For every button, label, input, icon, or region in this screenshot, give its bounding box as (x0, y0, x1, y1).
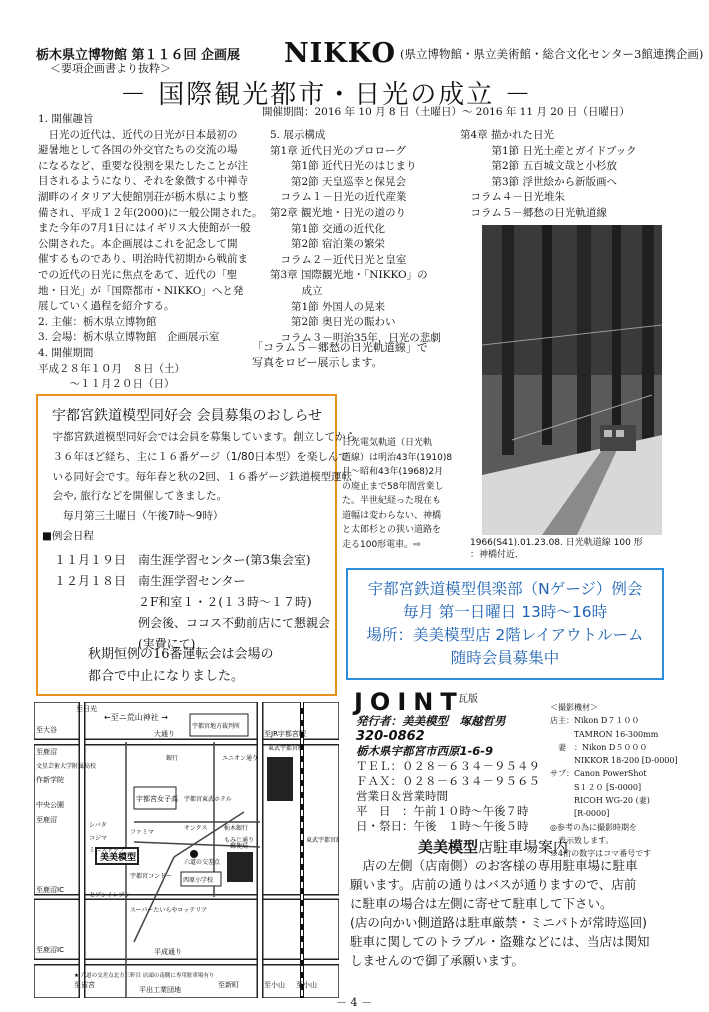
map-label: 西原小学校 (183, 877, 214, 884)
club-schedule (42, 550, 330, 655)
left-line: での近代の日光に焦点をあて、近代の「聖 (38, 268, 238, 281)
map-top-direction: ←至ニ荒山神社 → (104, 713, 168, 722)
spec-line: 妻 ：Nikon D５０００ (550, 742, 648, 752)
mid-line: 第1節 外国人の晃来 (270, 300, 386, 313)
fax-number: ＦＡＸ：０２８－６３４－９５６５ (356, 774, 540, 788)
ngauge-line: 毎月 第一日曜日 13時～16時 (402, 603, 608, 621)
mid-line: 成立 (270, 284, 323, 297)
left-line: になるなど、重要な役割を果たしたことが注 (38, 159, 248, 172)
caption-line: 1966(S41).01.23.08. 日光軌道線 100 形 (470, 538, 643, 548)
left-line: 展していく過程を紹介する。 (38, 300, 175, 313)
right-line: 第2節 五百城文哉と小杉放 (460, 160, 618, 173)
spec-line: NIKKOR 18-200 [D-0000] (550, 756, 678, 766)
right-line: コラム５－郷愁の日光軌道線 (460, 206, 607, 219)
mid-line: 第1節 交通の近代化 (270, 222, 386, 235)
club-notice-body (42, 428, 356, 547)
parking-title (418, 836, 568, 857)
club-body-line: 毎月第三土曜日（午後7時～9時） (42, 510, 224, 523)
map-label: もみじ通り (224, 837, 255, 844)
map-label: 六道の交差点 (184, 859, 221, 866)
left-column-text (38, 112, 266, 393)
left-line: 2. 主催：栃木県立博物館 (38, 315, 157, 328)
mid-line: コラム３－明治35年，日光の悲劇 (270, 331, 441, 344)
venues-note: (県立博物館・県立美術館・総合文化センター3館連携企画) (400, 47, 704, 61)
map-label: サンクス (184, 825, 208, 832)
parking-title-strong: 美美模型 (418, 838, 479, 856)
map-label: 至小山 (296, 981, 317, 989)
schedule-line: １２月１８日 南生涯学習センター (42, 574, 246, 588)
map-label: 文星芸術大学附属高校 (36, 763, 97, 770)
closing-line: 秋期恒例の16番運転会は会場の (88, 647, 274, 662)
caption-line: 月～昭和43年(1968)2月 (342, 467, 444, 477)
mid-line: 5. 展示構成 (270, 129, 326, 141)
page-number: － 4 － (336, 996, 372, 1009)
exhibition-period: 開催期間：2016 年 10 月 8 日（土曜日）～ 2016 年 11 月 20 日（日曜日） (262, 106, 630, 118)
publisher-info (356, 714, 540, 834)
parking-line: に駐車の場合は左側に寄せて駐車して下さい。 (350, 896, 613, 911)
store-location-map (34, 702, 339, 998)
map-label: 至鹿沼IC (36, 946, 64, 954)
mid-line: 第2節 天皇巡幸と保晃会 (270, 175, 407, 188)
left-line: 避暑地として各国の外交官たちの交流の場 (38, 144, 238, 157)
map-label: 至JR宇都宮駅 (264, 730, 306, 738)
schedule-line: (実費にて) (42, 637, 196, 651)
map-label: コジマ (89, 835, 108, 842)
spec-line: TAMRON 16-300mm (550, 729, 659, 739)
mid-line: 第2章 観光地・日光の道のり (270, 206, 407, 219)
caption-line: ：神橋付近． (470, 550, 525, 560)
left-line: 湖畔のイタリア大使館別荘が栃木県により整 (38, 190, 248, 203)
right-line: コラム４－日光堆朱 (460, 191, 565, 204)
spec-line: [R-0000] (550, 809, 610, 819)
club-schedule-header: ■例会日程 (42, 529, 94, 542)
schedule-line: ２F和室１・２(１３時～１７時) (42, 595, 312, 609)
mid-line: 第3章 国際観光地・「NIKKO」の (270, 269, 428, 282)
map-label: ミニストップ (89, 847, 125, 854)
photo-note-line: 「コラム５－郷愁の日光軌道線」で (252, 341, 428, 354)
map-label: 宇都宮東武ホテル (184, 796, 232, 803)
caption-line: 日光電気軌道（日光軌 (342, 438, 433, 448)
hours-title: 営業日＆営業時間 (356, 789, 448, 803)
issuer-label: 発行者： (356, 714, 402, 728)
club-body-line: 会や, 旅行などを開催してきました。 (42, 490, 228, 503)
right-line: 第4章 描かれた日光 (460, 129, 555, 141)
schedule-line: １１月１９日 南生涯学習センター(第3集会室) (42, 553, 311, 567)
ngauge-line: 随時会員募集中 (450, 649, 560, 667)
weekend-hours: 日・祭日：午後 １時～午後５時 (356, 819, 529, 833)
photo-side-caption (342, 436, 480, 552)
issuer-name: 美美模型 塚越哲男 (402, 714, 506, 728)
spec-line: 店主：Nikon D７１００ (550, 716, 640, 726)
parking-line: 駐車に関してのトラブル・盗難などには、当店は関知 (350, 934, 650, 949)
parking-line: しませんので御了承願います。 (350, 953, 525, 968)
mid-line: コラム１－日光の近代産業 (270, 191, 407, 204)
right-line: 第3節 浮世絵から新版画へ (460, 175, 618, 188)
photo-note-line: 写真をロビー展示します。 (252, 356, 383, 369)
parking-line: (店の向かい側道路は駐車厳禁・ミニパトが常時巡回) (350, 915, 648, 930)
main-heading: － 国際観光都市・日光の成立 － (120, 80, 533, 110)
right-line: 第1節 日光土産とガイドブック (460, 144, 637, 157)
nikko-tram-photo (482, 225, 662, 535)
mid-line: 第1章 近代日光のプロローグ (270, 144, 407, 157)
caption-line: 道線）は明治43年(1910)8 (342, 452, 453, 463)
left-line: 4. 開催期間 (38, 346, 94, 359)
ngauge-notice-text (346, 578, 664, 670)
club-body-line: 宇都宮鉄道模型同好会では会員を募集しています。創立してから (42, 431, 357, 443)
map-label: 至雀宮 (74, 981, 95, 989)
left-line: 平成２８年１０月 ８日（土） (38, 362, 185, 375)
club-notice-title: 宇都宮鉄道模型同好会 会員募集のおしらせ (52, 408, 323, 424)
map-label: 宇都宮コンドー (130, 873, 173, 880)
map-label: 至大谷 (36, 726, 57, 734)
map-note: ★ 六道の交差点北方三軒目 店頭の南側に専用駐車場有り (74, 973, 215, 979)
photo-display-note (252, 340, 428, 370)
spec-line: ※4桁の数字はコマ番号です (550, 849, 652, 859)
map-label: シバタ (89, 822, 107, 829)
map-label: 至新町 (218, 981, 239, 989)
map-label: 至鹿沼 (36, 748, 57, 756)
caption-line: た。半世紀経った現在も (342, 496, 442, 506)
camera-equipment-list (550, 701, 678, 861)
spec-line: ＜撮影機材＞ (550, 703, 598, 712)
spec-line: 表示致します。 (550, 835, 614, 845)
left-line: また今年の7月1日にはイギリス大使館が一般 (38, 222, 251, 235)
map-hiraide-label: 平出工業団地 (139, 986, 181, 994)
caption-line: と太郎杉との狭い道路を (342, 525, 442, 535)
map-label: 至鹿沼IC (36, 886, 64, 894)
weekday-hours: 平 日 ：午前１０時～午後７時 (356, 804, 529, 818)
map-label: ファミマ (130, 829, 154, 836)
mid-line: コラム２－近代日光と皇室 (270, 253, 407, 266)
club-body-line: ３６年ほど経ち、主に１６番ゲージ（1/80日本型）を楽しんで (42, 450, 349, 463)
map-label: ユニオン通り (222, 755, 259, 762)
map-label: 大通り (154, 730, 175, 738)
phone-number: ＴＥＬ：０２８－６３４－９５４９ (356, 759, 540, 773)
map-label: 宇都宮地方裁判所 (192, 723, 241, 730)
joint-logo: JOINT (354, 688, 464, 716)
map-label: 至小山 (264, 981, 285, 989)
map-label: 作新学院 (36, 776, 64, 784)
parking-line: 願います。店前の通りはバスが通りますので、店前 (350, 877, 637, 892)
map-store-label: 美美模型 (100, 853, 137, 863)
map-label: 平成通り (154, 948, 182, 956)
nikko-title: NIKKO (284, 38, 397, 69)
spec-line: ◎参考の為に撮影時期を (550, 822, 637, 832)
map-label: 東武宇都宮線 (306, 837, 339, 844)
map-north-label: 至日光 (76, 705, 97, 713)
ngauge-line: 宇都宮鉄道模型倶楽部（Nゲージ）例会 (367, 580, 643, 598)
left-line: 目されるようになり、それを象徴する中禅寺 (38, 175, 248, 188)
mid-line: 第2節 奥日光の賑わい (270, 316, 396, 329)
map-label: 郵便局 (230, 843, 249, 850)
club-closing-note (88, 644, 274, 688)
left-line: 3. 会場：栃木県立博物館 企画展示室 (38, 331, 220, 344)
map-label: 栃木銀行 (224, 825, 249, 832)
mid-line: 第2節 宿泊業の繁栄 (270, 238, 386, 251)
spec-line: S１２０ [S-0000] (550, 782, 642, 792)
spec-line: RICOH WG-20 (妻) (550, 796, 650, 806)
map-label: スーパーたいらやロッテリア (130, 907, 208, 914)
caption-line: 道幅は変わらない、神橋 (342, 510, 442, 521)
photo-bottom-caption (470, 537, 643, 561)
caption-line: 走る100形電車。⇨ (342, 539, 421, 550)
museum-exhibition-line: 栃木県立博物館 第１１６回 企画展 (36, 48, 241, 63)
middle-column-text (270, 128, 460, 346)
map-label: 銀行 (166, 755, 179, 762)
club-body-line: いる同好会です。毎年春と秋の2回、１６番ゲージ鉄道模型運転 (42, 470, 353, 483)
parking-body (350, 856, 690, 970)
left-line: 日光の近代は、近代の日光が日本最初の (38, 128, 238, 141)
left-line: 備され、平成１２年(2000)に一般公開された。 (38, 206, 263, 219)
left-line: 公開された。本企画展はこれを記念して開 (38, 237, 238, 250)
map-label: 至鹿沼 (36, 816, 57, 824)
parking-line: 店の左側（店南側）のお客様の専用駐車場に駐車 (350, 858, 638, 873)
map-label: 東武宇都宮駅 (268, 745, 305, 752)
left-line: ～１１月２０日（日） (38, 378, 175, 391)
excerpt-subtitle: ＜要項企画書より抜粋＞ (50, 62, 171, 75)
spec-line: サブ：Canon PowerShot (550, 769, 647, 779)
parking-title-rest: 店駐車場案内 (478, 838, 569, 856)
store-address: 栃木県宇都宮市西原1-6-9 (356, 744, 494, 758)
map-label: 中央公園 (36, 801, 64, 809)
left-line: 催するものであり、明治時代初期から戦前ま (38, 253, 248, 266)
map-label: セブンイレブン (89, 892, 131, 899)
map-label: 宇都宮女子高 (136, 795, 178, 803)
left-line: 地・日光」が「国際都市・NIKKO」へと発 (38, 284, 244, 297)
caption-line: の廃止まで58年間営業し (342, 481, 444, 492)
schedule-line: 例会後、ココス不動前店にて懇親会 (42, 616, 331, 630)
mid-line: 第1節 近代日光のはじまり (270, 160, 417, 173)
left-line: 1. 開催趣旨 (38, 113, 94, 125)
closing-line: 都合で中止になりました。 (88, 669, 245, 684)
ngauge-line: 場所：美美模型店 2階レイアウトルーム (366, 626, 644, 644)
right-column-text (460, 128, 700, 222)
joint-kawaraban-label: 瓦版 (458, 694, 478, 705)
postal-code: 320-0862 (356, 729, 425, 744)
